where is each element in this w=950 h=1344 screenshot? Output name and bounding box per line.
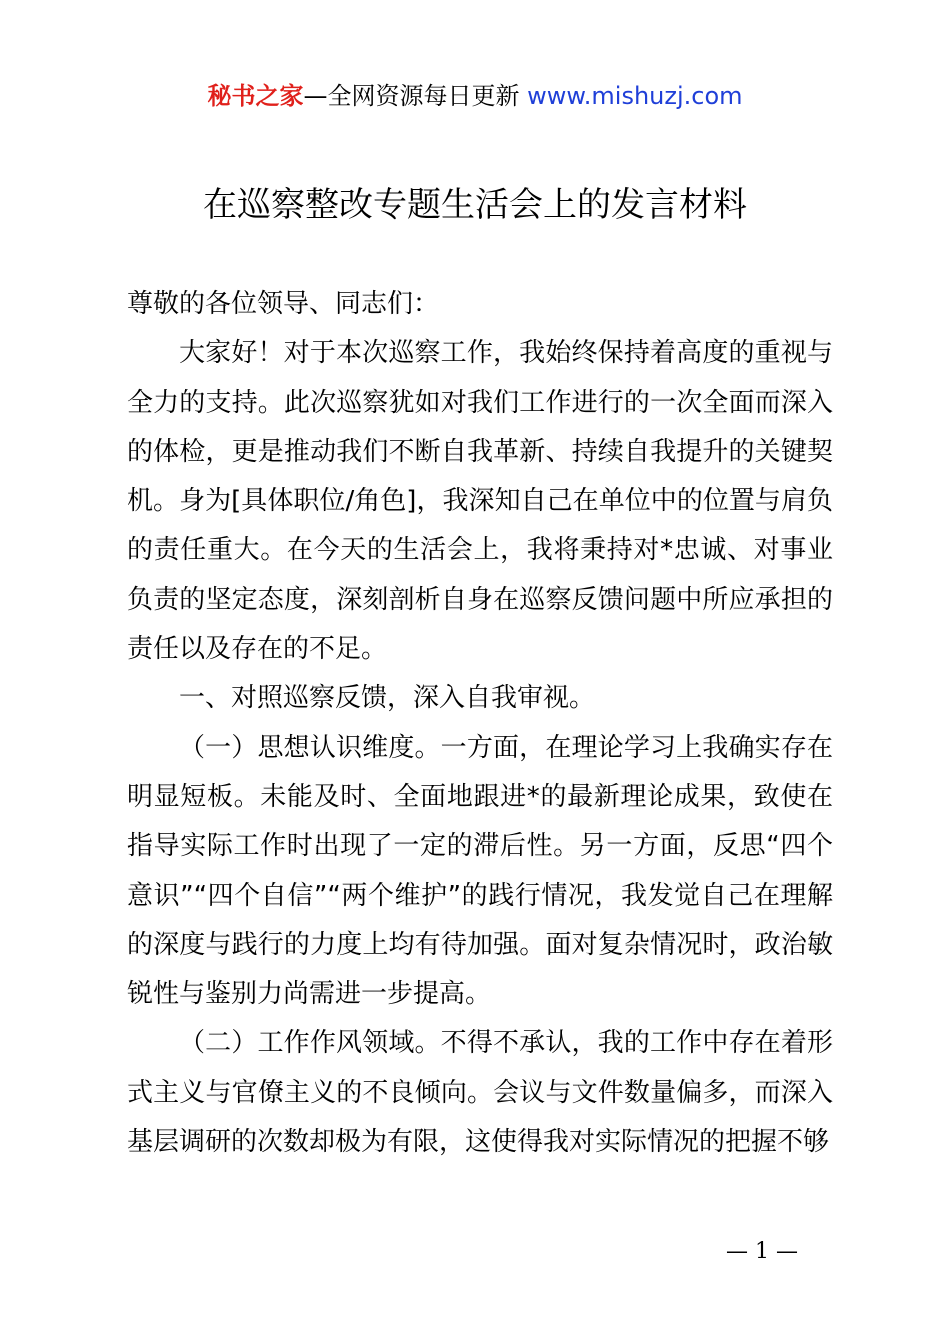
document-body [127,280,833,1167]
site-url-link[interactable]: www.mishuzj.com [527,82,743,110]
page-number-text: — 1 — [726,1239,798,1264]
paragraph-intro: 大家好！对于本次巡察工作，我始终保持着高度的重视与全力的支持。此次巡察犹如对我们工作进行的一次全面而深入的体检，更是推动我们不断自我革新、持续自我提升的关键契机。身为[具体职位/角色]，我深知自己在单位中的位置与肩负的责任重大。在今天的生活会上，我将秉持对*忠诚、对事业负责的坚定态度，深刻剖析自身在巡察反馈问题中所应承担的责任以及存在的不足。 [127,338,833,665]
section-heading: 一、对照巡察反馈，深入自我审视。 [179,683,596,714]
document-title: 在巡察整改专题生活会上的发言材料 [203,185,747,225]
site-header [0,80,950,112]
brand-name: 秘书之家 [207,82,304,110]
paragraph-work-style: （二）工作作风领域。不得不承认，我的工作中存在着形式主义与官僚主义的不良倾向。会议与文件数量偏多，而深入基层调研的次数却极为有限，这使得我对实际情况的把握不够 [127,1028,833,1158]
header-tagline: —全网资源每日更新 [303,82,520,110]
paragraph-ideology: （一）思想认识维度。一方面，在理论学习上我确实存在明显短板。未能及时、全面地跟进*的最新理论成果，致使在指导实际工作时出现了一定的滞后性。另一方面，反思“四个意识”“四个自信”“两个维护”的践行情况，我发觉自己在理解的深度与践行的力度上均有待加强。面对复杂情况时，政治敏锐性与鉴别力尚需进一步提高。 [127,732,833,1010]
greeting: 尊敬的各位领导、同志们： [127,289,440,319]
